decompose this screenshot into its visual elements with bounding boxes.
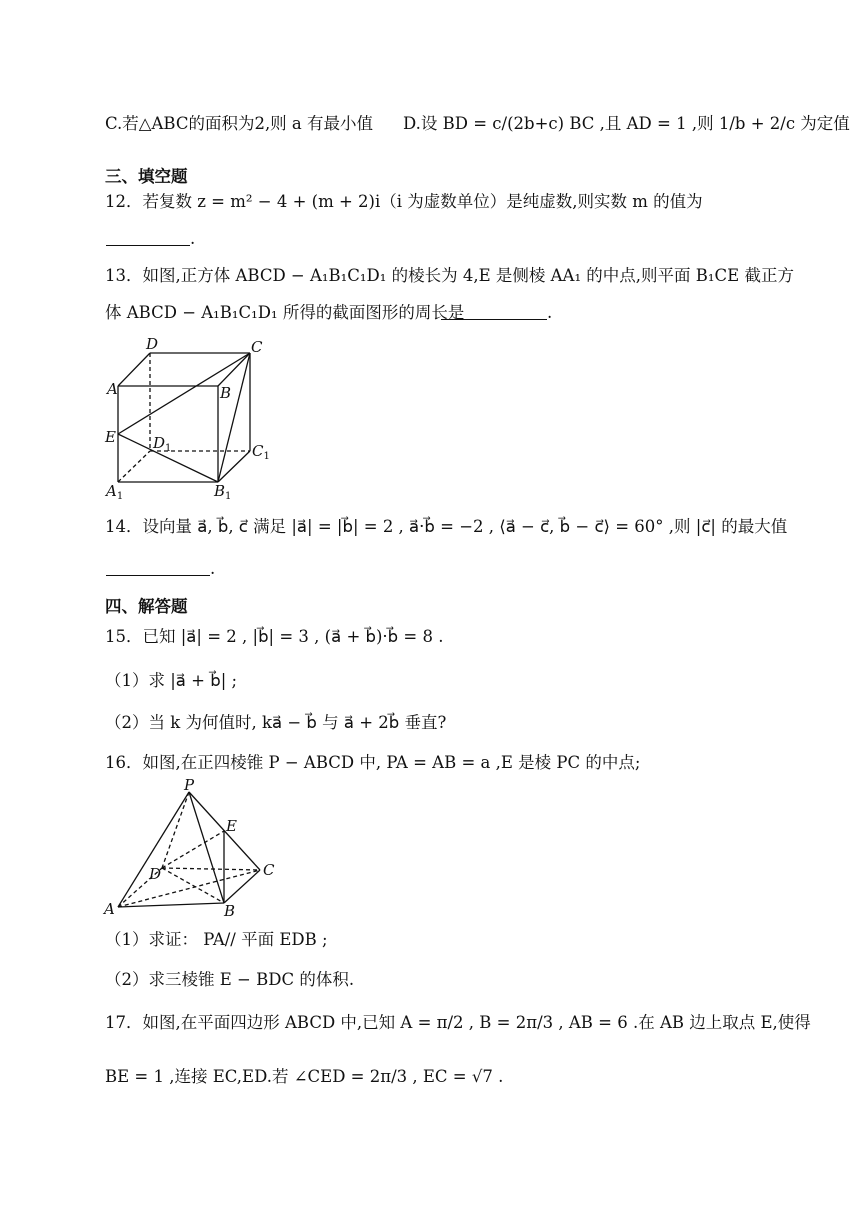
edge-B1-C1 <box>218 451 250 482</box>
question-12-text: 12．若复数 z = m² − 4 + (m + 2)i（i 为虚数单位）是纯虚数,则实数 m 的值为 <box>105 192 703 211</box>
answer-blank-13[interactable] <box>441 319 547 320</box>
question-15-part2: （2）当 k 为何值时, ka⃗ − b⃗ 与 a⃗ + 2b⃗ 垂直? <box>105 713 447 732</box>
label-B: B <box>220 384 232 402</box>
answer-blank-14-period: . <box>210 559 216 578</box>
label-A: A <box>104 900 115 918</box>
question-15-text: 15．已知 |a⃗| = 2 , |b⃗| = 3 , (a⃗ + b⃗)·b⃗ = 8 . <box>105 627 444 646</box>
question-16-part2: （2）求三棱锥 E − BDC 的体积. <box>105 970 355 989</box>
question-15-part1: （1）求 |a⃗ + b⃗| ; <box>105 671 238 690</box>
question-13-line2: 体 ABCD − A₁B₁C₁D₁ 所得的截面图形的周长是 <box>105 303 465 322</box>
edge-A-B <box>118 903 224 907</box>
label-C: C <box>251 338 263 356</box>
label-C: C <box>263 861 275 879</box>
label-A1: $A_1$ <box>106 482 124 502</box>
answer-blank-12-period: . <box>190 229 196 248</box>
edge-D-C <box>162 868 260 870</box>
label-D: D <box>149 865 162 883</box>
section-title-solve: 四、解答题 <box>105 597 188 616</box>
label-B1: $B_1$ <box>214 482 232 502</box>
label-C1: $C_1$ <box>252 442 270 462</box>
question-16-part1: （1）求证： PA// 平面 EDB ; <box>105 930 328 949</box>
answer-blank-13-period: . <box>547 303 553 322</box>
segment-B1-C <box>218 353 250 482</box>
question-16-text: 16．如图,在正四棱锥 P − ABCD 中, PA = AB = a ,E 是棱 PC 的中点; <box>105 753 641 772</box>
section-title-fill-in: 三、填空题 <box>105 167 188 186</box>
segment-E-B1 <box>118 434 218 482</box>
answer-blank-14[interactable] <box>106 575 210 576</box>
option-c: C.若△ABC的面积为2,则 a 有最小值 <box>105 114 374 133</box>
edge-A1-D1 <box>118 451 150 482</box>
label-P: P <box>184 776 195 794</box>
option-d: D.设 BD = c/(2b+c) BC ,且 AD = 1 ,则 1/b + 2/c 为定值 <box>403 114 850 133</box>
question-14-text: 14．设向量 a⃗, b⃗, c⃗ 满足 |a⃗| = |b⃗| = 2 , a⃗·b⃗ = −2 , ⟨a⃗ − c⃗, b⃗ − c⃗⟩ = 60° ,则 |c⃗| 的最大值 <box>105 517 788 536</box>
label-B: B <box>224 902 236 920</box>
label-D: D <box>146 335 159 353</box>
label-D1: $D_1$ <box>153 434 172 454</box>
question-17-line1: 17．如图,在平面四边形 ABCD 中,已知 A = π/2 , B = 2π/3 , AB = 6 .在 AB 边上取点 E,使得 <box>105 1013 811 1032</box>
answer-blank-12[interactable] <box>106 245 190 246</box>
pyramid-figure <box>100 776 285 920</box>
edge-P-A <box>118 792 189 907</box>
label-E: E <box>105 428 116 446</box>
label-E: E <box>226 817 237 835</box>
question-17-line2: BE = 1 ,连接 EC,ED.若 ∠CED = 2π/3 , EC = √7 . <box>105 1067 504 1086</box>
cube-figure <box>100 330 280 505</box>
edge-A-D <box>118 353 150 386</box>
question-13-line1: 13．如图,正方体 ABCD − A₁B₁C₁D₁ 的棱长为 4,E 是侧棱 AA₁ 的中点,则平面 B₁CE 截正方 <box>105 266 794 285</box>
segment-D-E <box>162 831 224 868</box>
label-A: A <box>107 380 118 398</box>
